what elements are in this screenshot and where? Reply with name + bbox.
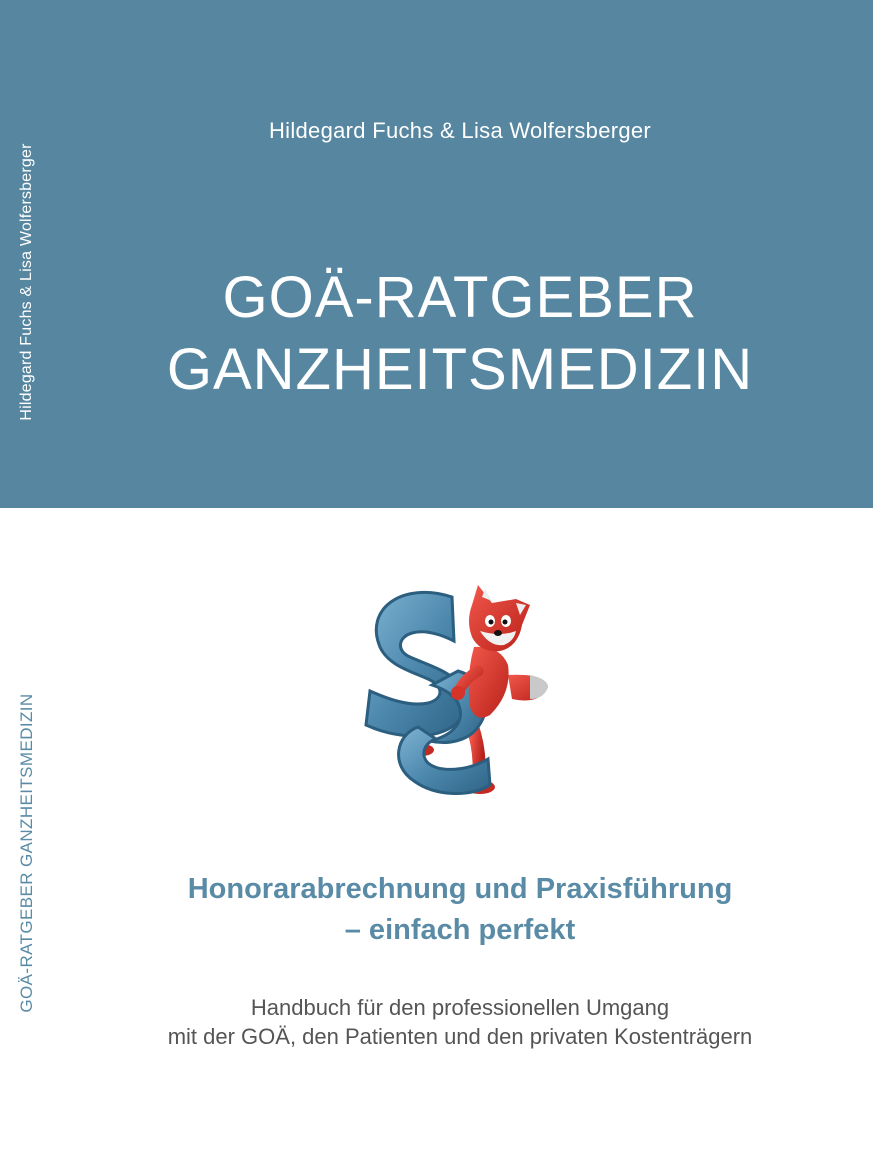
- cover-tagline-line-2: – einfach perfekt: [344, 914, 576, 946]
- cover-subtitle-line-2: mit der GOÄ, den Patienten und den privaten Kostenträgern: [167, 1024, 753, 1049]
- cover-title-line-1: GOÄ-RATGEBER: [222, 265, 698, 330]
- paragraph-fox-icon: [340, 575, 570, 810]
- cover-tagline: [60, 869, 860, 951]
- cover-subtitle: [60, 993, 860, 1051]
- cover-title: [60, 262, 860, 406]
- cover-top-band: [0, 0, 873, 508]
- cover-authors: Hildegard Fuchs & Lisa Wolfersberger: [268, 118, 652, 143]
- cover-title-line-2: GANZHEITSMEDIZIN: [166, 337, 754, 402]
- cover-tagline-line-1: Honorarabrechnung und Praxisführung: [187, 873, 733, 905]
- cover-subtitle-line-1: Handbuch für den professionellen Umgang: [250, 995, 670, 1020]
- spine-title-text: GOÄ-RATGEBER GANZHEITSMEDIZIN: [17, 693, 36, 1013]
- spine-authors-text: Hildegard Fuchs & Lisa Wolfersberger: [18, 143, 35, 421]
